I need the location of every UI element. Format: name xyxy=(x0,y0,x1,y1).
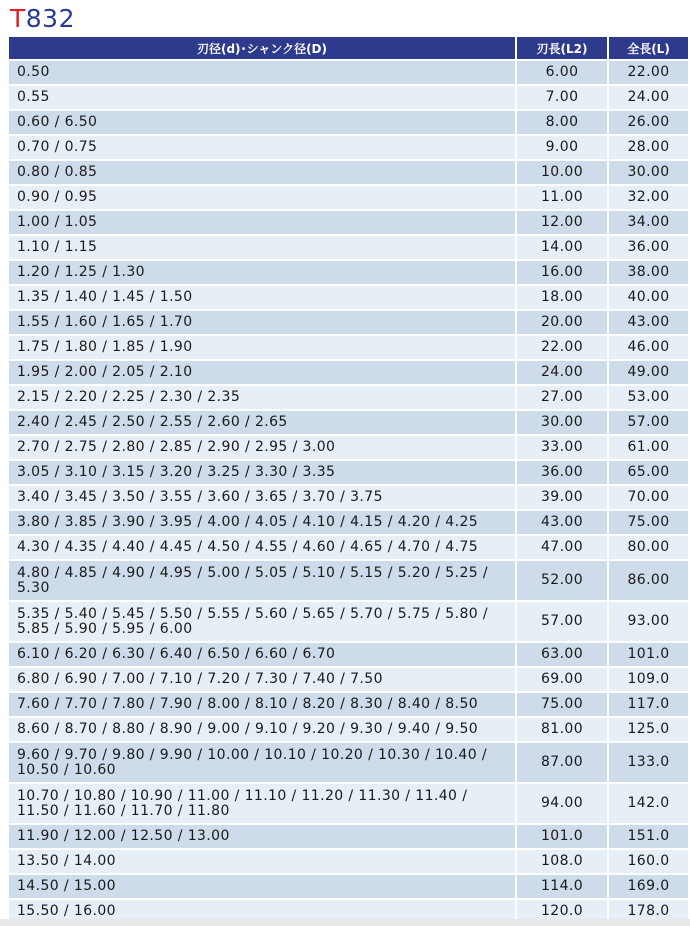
table-row xyxy=(9,109,688,134)
cell-diameter: 10.70 / 10.80 / 10.90 / 11.00 / 11.10 / 11.20 / 11.30 / 11.40 / 11.50 / 11.60 / 11.70 / 11.80 xyxy=(9,782,517,823)
product-code-title xyxy=(10,4,75,34)
cell-overall-length: 49.00 xyxy=(609,359,688,384)
cell-flute-length: 6.00 xyxy=(517,59,609,84)
cell-flute-length: 10.00 xyxy=(517,159,609,184)
cell-overall-length: 22.00 xyxy=(609,59,688,84)
cell-flute-length: 16.00 xyxy=(517,259,609,284)
table-row xyxy=(9,666,688,691)
cell-overall-length: 57.00 xyxy=(609,409,688,434)
cell-diameter: 14.50 / 15.00 xyxy=(9,873,517,898)
table-header-row xyxy=(9,37,688,59)
table-row xyxy=(9,159,688,184)
cell-diameter: 6.10 / 6.20 / 6.30 / 6.40 / 6.50 / 6.60 / 6.70 xyxy=(9,641,517,666)
cell-overall-length: 46.00 xyxy=(609,334,688,359)
cell-flute-length: 7.00 xyxy=(517,84,609,109)
cell-diameter: 13.50 / 14.00 xyxy=(9,848,517,873)
cell-flute-length: 114.0 xyxy=(517,873,609,898)
cell-diameter: 0.70 / 0.75 xyxy=(9,134,517,159)
cell-overall-length: 26.00 xyxy=(609,109,688,134)
table-row xyxy=(9,559,688,600)
table-row xyxy=(9,600,688,641)
table-body xyxy=(9,59,688,923)
cell-overall-length: 178.0 xyxy=(609,898,688,923)
cell-diameter: 7.60 / 7.70 / 7.80 / 7.90 / 8.00 / 8.10 / 8.20 / 8.30 / 8.40 / 8.50 xyxy=(9,691,517,716)
table-row xyxy=(9,848,688,873)
cell-diameter: 0.50 xyxy=(9,59,517,84)
cell-flute-length: 108.0 xyxy=(517,848,609,873)
cell-overall-length: 151.0 xyxy=(609,823,688,848)
cell-overall-length: 34.00 xyxy=(609,209,688,234)
cell-flute-length: 12.00 xyxy=(517,209,609,234)
cell-diameter: 11.90 / 12.00 / 12.50 / 13.00 xyxy=(9,823,517,848)
cell-flute-length: 87.00 xyxy=(517,741,609,782)
cell-diameter: 5.35 / 5.40 / 5.45 / 5.50 / 5.55 / 5.60 / 5.65 / 5.70 / 5.75 / 5.80 / 5.85 / 5.90 / 5.95 / 6.00 xyxy=(9,600,517,641)
cell-overall-length: 61.00 xyxy=(609,434,688,459)
cell-diameter: 1.20 / 1.25 / 1.30 xyxy=(9,259,517,284)
cell-diameter: 0.90 / 0.95 xyxy=(9,184,517,209)
cell-diameter: 3.80 / 3.85 / 3.90 / 3.95 / 4.00 / 4.05 / 4.10 / 4.15 / 4.20 / 4.25 xyxy=(9,509,517,534)
table-row xyxy=(9,84,688,109)
table-row xyxy=(9,334,688,359)
cell-overall-length: 109.0 xyxy=(609,666,688,691)
cell-overall-length: 160.0 xyxy=(609,848,688,873)
cell-overall-length: 36.00 xyxy=(609,234,688,259)
cell-flute-length: 43.00 xyxy=(517,509,609,534)
cell-flute-length: 33.00 xyxy=(517,434,609,459)
table-row xyxy=(9,59,688,84)
cell-diameter: 1.10 / 1.15 xyxy=(9,234,517,259)
dimension-table xyxy=(9,37,688,923)
table-row xyxy=(9,823,688,848)
table-row xyxy=(9,209,688,234)
cell-diameter: 9.60 / 9.70 / 9.80 / 9.90 / 10.00 / 10.10 / 10.20 / 10.30 / 10.40 / 10.50 / 10.60 xyxy=(9,741,517,782)
table-row xyxy=(9,234,688,259)
cell-flute-length: 57.00 xyxy=(517,600,609,641)
cell-flute-length: 52.00 xyxy=(517,559,609,600)
cell-flute-length: 20.00 xyxy=(517,309,609,334)
header-diameter: 刃径(d)･シャンク径(D) xyxy=(9,37,517,59)
cell-diameter: 2.15 / 2.20 / 2.25 / 2.30 / 2.35 xyxy=(9,384,517,409)
table-row xyxy=(9,509,688,534)
table-row xyxy=(9,309,688,334)
cell-overall-length: 125.0 xyxy=(609,716,688,741)
cell-flute-length: 120.0 xyxy=(517,898,609,923)
table-row xyxy=(9,259,688,284)
cell-overall-length: 169.0 xyxy=(609,873,688,898)
product-code-number: 832 xyxy=(25,4,75,33)
cell-overall-length: 133.0 xyxy=(609,741,688,782)
table-row xyxy=(9,741,688,782)
cell-diameter: 4.80 / 4.85 / 4.90 / 4.95 / 5.00 / 5.05 / 5.10 / 5.15 / 5.20 / 5.25 / 5.30 xyxy=(9,559,517,600)
table-row xyxy=(9,782,688,823)
table-row xyxy=(9,484,688,509)
table-row xyxy=(9,184,688,209)
table-row xyxy=(9,641,688,666)
cell-diameter: 0.80 / 0.85 xyxy=(9,159,517,184)
table-row xyxy=(9,409,688,434)
cell-diameter: 0.60 / 6.50 xyxy=(9,109,517,134)
cell-diameter: 4.30 / 4.35 / 4.40 / 4.45 / 4.50 / 4.55 / 4.60 / 4.65 / 4.70 / 4.75 xyxy=(9,534,517,559)
header-flute-length: 刃長(L2) xyxy=(517,37,609,59)
table-row xyxy=(9,716,688,741)
cell-overall-length: 53.00 xyxy=(609,384,688,409)
cell-diameter: 8.60 / 8.70 / 8.80 / 8.90 / 9.00 / 9.10 / 9.20 / 9.30 / 9.40 / 9.50 xyxy=(9,716,517,741)
product-code-prefix: T xyxy=(10,4,26,33)
table-row xyxy=(9,459,688,484)
cell-overall-length: 30.00 xyxy=(609,159,688,184)
cell-overall-length: 40.00 xyxy=(609,284,688,309)
cell-overall-length: 65.00 xyxy=(609,459,688,484)
cell-overall-length: 28.00 xyxy=(609,134,688,159)
cell-flute-length: 75.00 xyxy=(517,691,609,716)
cell-diameter: 2.40 / 2.45 / 2.50 / 2.55 / 2.60 / 2.65 xyxy=(9,409,517,434)
cell-flute-length: 63.00 xyxy=(517,641,609,666)
cell-overall-length: 75.00 xyxy=(609,509,688,534)
cell-flute-length: 69.00 xyxy=(517,666,609,691)
cell-diameter: 1.35 / 1.40 / 1.45 / 1.50 xyxy=(9,284,517,309)
cell-diameter: 1.95 / 2.00 / 2.05 / 2.10 xyxy=(9,359,517,384)
cell-flute-length: 22.00 xyxy=(517,334,609,359)
cell-diameter: 3.05 / 3.10 / 3.15 / 3.20 / 3.25 / 3.30 / 3.35 xyxy=(9,459,517,484)
cell-diameter: 1.75 / 1.80 / 1.85 / 1.90 xyxy=(9,334,517,359)
cell-flute-length: 101.0 xyxy=(517,823,609,848)
table-row xyxy=(9,134,688,159)
cell-flute-length: 14.00 xyxy=(517,234,609,259)
cell-flute-length: 27.00 xyxy=(517,384,609,409)
bottom-edge-bar xyxy=(0,919,690,926)
cell-overall-length: 43.00 xyxy=(609,309,688,334)
table-row xyxy=(9,359,688,384)
cell-diameter: 2.70 / 2.75 / 2.80 / 2.85 / 2.90 / 2.95 / 3.00 xyxy=(9,434,517,459)
cell-flute-length: 39.00 xyxy=(517,484,609,509)
cell-flute-length: 81.00 xyxy=(517,716,609,741)
cell-overall-length: 38.00 xyxy=(609,259,688,284)
table-row xyxy=(9,434,688,459)
cell-flute-length: 47.00 xyxy=(517,534,609,559)
cell-overall-length: 101.0 xyxy=(609,641,688,666)
cell-diameter: 6.80 / 6.90 / 7.00 / 7.10 / 7.20 / 7.30 / 7.40 / 7.50 xyxy=(9,666,517,691)
cell-flute-length: 11.00 xyxy=(517,184,609,209)
header-overall-length: 全長(L) xyxy=(609,37,688,59)
table-row xyxy=(9,873,688,898)
cell-flute-length: 8.00 xyxy=(517,109,609,134)
table-row xyxy=(9,691,688,716)
cell-flute-length: 36.00 xyxy=(517,459,609,484)
cell-diameter: 15.50 / 16.00 xyxy=(9,898,517,923)
cell-diameter: 3.40 / 3.45 / 3.50 / 3.55 / 3.60 / 3.65 / 3.70 / 3.75 xyxy=(9,484,517,509)
cell-overall-length: 93.00 xyxy=(609,600,688,641)
cell-overall-length: 80.00 xyxy=(609,534,688,559)
table-row xyxy=(9,384,688,409)
cell-overall-length: 70.00 xyxy=(609,484,688,509)
cell-overall-length: 142.0 xyxy=(609,782,688,823)
cell-overall-length: 117.0 xyxy=(609,691,688,716)
table-row xyxy=(9,534,688,559)
cell-overall-length: 24.00 xyxy=(609,84,688,109)
cell-diameter: 0.55 xyxy=(9,84,517,109)
cell-flute-length: 18.00 xyxy=(517,284,609,309)
cell-diameter: 1.00 / 1.05 xyxy=(9,209,517,234)
cell-flute-length: 30.00 xyxy=(517,409,609,434)
cell-flute-length: 24.00 xyxy=(517,359,609,384)
cell-diameter: 1.55 / 1.60 / 1.65 / 1.70 xyxy=(9,309,517,334)
cell-flute-length: 94.00 xyxy=(517,782,609,823)
cell-flute-length: 9.00 xyxy=(517,134,609,159)
cell-overall-length: 32.00 xyxy=(609,184,688,209)
cell-overall-length: 86.00 xyxy=(609,559,688,600)
table-row xyxy=(9,284,688,309)
